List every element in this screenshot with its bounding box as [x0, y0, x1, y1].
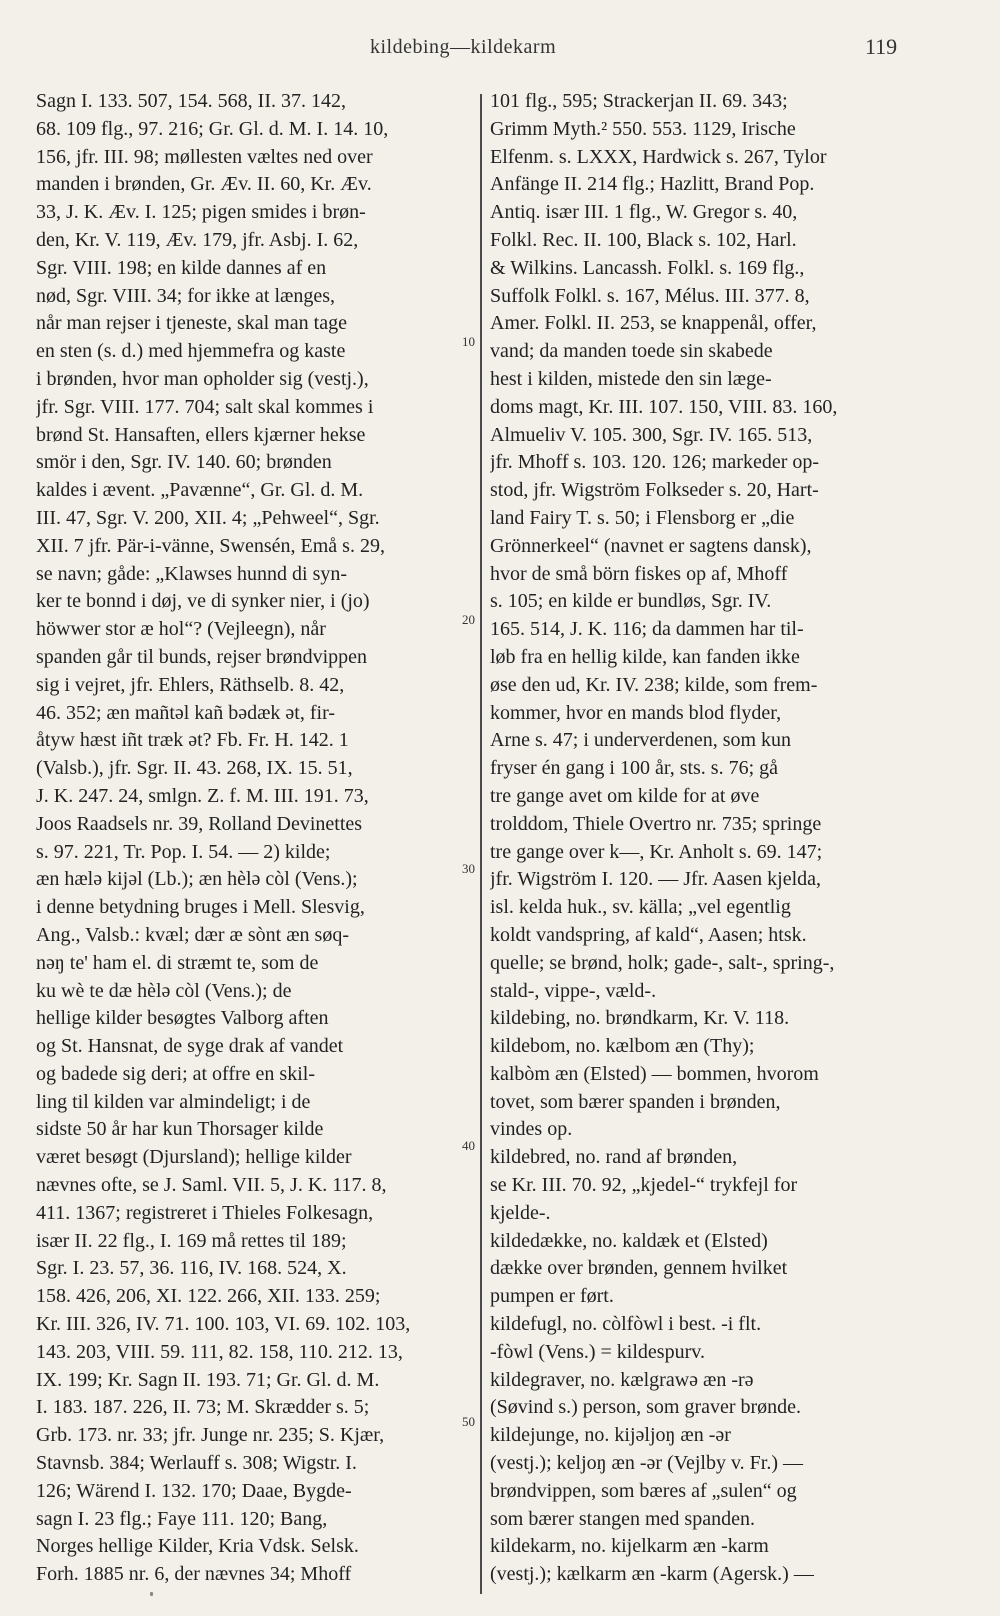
text-line: Sgr. I. 23. 57, 36. 116, IV. 168. 524, X.	[36, 1257, 347, 1280]
right-column	[490, 88, 920, 1589]
text-line: & Wilkins. Lancassh. Folkl. s. 169 flg.,	[490, 256, 805, 279]
text-line: Arne s. 47; i underverdenen, som kun	[490, 729, 792, 752]
text-line: kommer, hvor en mands blod flyder,	[490, 701, 782, 724]
text-line: kildejunge, no. kijəljoŋ æn -ər	[490, 1424, 731, 1447]
text-line: kildegraver, no. kælgrawə æn -rə	[490, 1368, 754, 1391]
page-header	[0, 30, 1000, 70]
text-line: Ang., Valsb.: kvæl; dær æ sònt æn søq-	[36, 923, 349, 946]
text-line: kaldes i ævent. „Pavænne“, Gr. Gl. d. M.	[36, 479, 364, 502]
ink-speck	[150, 1592, 153, 1596]
text-line: höwwer stor æ hol“? (Vejleegn), når	[36, 618, 326, 641]
text-line: land Fairy T. s. 50; i Flensborg er „die	[490, 506, 795, 529]
text-line: Sgr. VIII. 198; en kilde dannes af en	[36, 256, 327, 279]
text-line: åtyw hæst iñt træk ət? Fb. Fr. H. 142. 1	[36, 729, 349, 752]
left-column	[36, 88, 476, 1589]
text-line: ker te bonnd i døj, ve di synker nier, i (jo)	[36, 590, 370, 613]
text-line: som bærer stangen med spanden.	[490, 1507, 755, 1530]
text-line: 156, jfr. III. 98; møllesten væltes ned over	[36, 145, 373, 168]
text-line: 126; Wärend I. 132. 170; Daae, Bygde-	[36, 1479, 352, 1502]
line-number: 30	[462, 861, 475, 876]
text-line: og St. Hansnat, de syge drak af vandet	[36, 1035, 344, 1058]
text-line: se Kr. III. 70. 92, „kjedel-“ trykfejl for	[490, 1174, 798, 1197]
text-line: især II. 22 flg., I. 169 må rettes til 189;	[36, 1229, 347, 1252]
text-line: s. 105; en kilde er bundløs, Sgr. IV.	[490, 590, 772, 613]
text-line: løb fra en hellig kilde, kan fanden ikke	[490, 645, 800, 668]
text-line: I. 183. 187. 226, II. 73; M. Skrædder s. 5;	[36, 1396, 370, 1419]
text-line: quelle; se brønd, holk; gade-, salt-, spring-,	[490, 951, 835, 974]
text-line: jfr. Mhoff s. 103. 120. 126; markeder op-	[490, 451, 820, 474]
text-line: nævnes ofte, se J. Saml. VII. 5, J. K. 117. 8,	[36, 1174, 387, 1197]
line-number: 50	[462, 1414, 475, 1429]
text-line: Suffolk Folkl. s. 167, Mélus. III. 377. 8,	[490, 284, 810, 307]
text-line: 411. 1367; registreret i Thieles Folkesagn,	[36, 1201, 374, 1224]
text-line: hest i kilden, mistede den sin læge-	[490, 367, 772, 390]
text-line: se navn; gåde: „Klawses hunnd di syn-	[36, 562, 348, 585]
line-number: 40	[462, 1138, 475, 1153]
text-line: sidste 50 år har kun Thorsager kilde	[36, 1118, 324, 1141]
text-line: smör i den, Sgr. IV. 140. 60; brønden	[36, 451, 332, 474]
text-line: Folkl. Rec. II. 100, Black s. 102, Harl.	[490, 228, 797, 251]
text-line: en sten (s. d.) med hjemmefra og kaste	[36, 340, 346, 363]
text-line: sig i vejret, jfr. Ehlers, Räthselb. 8. 42,	[36, 673, 345, 696]
text-line: IX. 199; Kr. Sagn II. 193. 71; Gr. Gl. d. M.	[36, 1368, 380, 1391]
text-line: tovet, som bærer spanden i brønden,	[490, 1090, 781, 1113]
text-line: Grönnerkeel“ (navnet er sagtens dansk),	[490, 534, 812, 557]
text-line: kalbòm æn (Elsted) — bommen, hvorom	[490, 1062, 819, 1085]
text-line: kjelde-.	[490, 1201, 551, 1224]
text-line: Joos Raadsels nr. 39, Rolland Devinettes	[36, 812, 363, 835]
text-line: (vestj.); kælkarm æn -karm (Agersk.) —	[490, 1563, 814, 1586]
text-line: (Søvind s.) person, som graver brønde.	[490, 1396, 802, 1419]
text-line: XII. 7 jfr. Pär-i-vänne, Swensén, Emå s. 29,	[36, 534, 385, 557]
text-line: (Valsb.), jfr. Sgr. II. 43. 268, IX. 15. 51,	[36, 757, 353, 780]
page-number: 119	[865, 34, 898, 59]
text-line: stod, jfr. Wigström Folkseder s. 20, Hart-	[490, 479, 819, 502]
text-line: Amer. Folkl. II. 253, se knappenål, offer,	[490, 312, 817, 335]
text-line: -fòwl (Vens.) = kildespurv.	[490, 1340, 705, 1363]
text-line: 158. 426, 206, XI. 122. 266, XII. 133. 259;	[36, 1285, 381, 1308]
text-line: (vestj.); keljoŋ æn -ər (Vejlby v. Fr.) —	[490, 1452, 803, 1475]
text-line: dække over brønden, gennem hvilket	[490, 1257, 788, 1280]
text-line: ku wè te dæ hèlə còl (Vens.); de	[36, 979, 292, 1002]
text-line: øse den ud, Kr. IV. 238; kilde, som frem-	[490, 673, 818, 696]
text-line: Elfenm. s. LXXX, Hardwick s. 267, Tylor	[490, 145, 827, 168]
text-line: kildedække, no. kaldæk et (Elsted)	[490, 1229, 768, 1252]
text-line: Anfänge II. 214 flg.; Hazlitt, Brand Pop.	[490, 173, 815, 196]
text-line: Norges hellige Kilder, Kria Vdsk. Selsk.	[36, 1535, 359, 1558]
text-line: 101 flg., 595; Strackerjan II. 69. 343;	[490, 90, 788, 112]
text-line: nød, Sgr. VIII. 34; for ikke at længes,	[36, 284, 336, 307]
text-line: s. 97. 221, Tr. Pop. I. 54. — 2) kilde;	[36, 840, 331, 863]
text-line: Antiq. især III. 1 flg., W. Gregor s. 40,	[490, 201, 798, 224]
text-line: 143. 203, VIII. 59. 111, 82. 158, 110. 212. 13,	[36, 1340, 403, 1363]
text-line: koldt vandspring, af kald“, Aasen; htsk.	[490, 923, 807, 946]
text-line: når man rejser i tjeneste, skal man tage	[36, 312, 347, 335]
text-line: manden i brønden, Gr. Æv. II. 60, Kr. Æv.	[36, 173, 372, 196]
text-line: Grimm Myth.² 550. 553. 1129, Irische	[490, 117, 796, 140]
text-line: æn hælə kijəl (Lb.); æn hèlə còl (Vens.);	[36, 868, 358, 891]
text-line: brøndvippen, som bæres af „sulen“ og	[490, 1479, 797, 1502]
text-line: tre gange avet om kilde for at øve	[490, 784, 760, 807]
text-line: doms magt, Kr. III. 107. 150, VIII. 83. 160,	[490, 395, 838, 418]
text-line: jfr. Wigström I. 120. — Jfr. Aasen kjelda,	[490, 868, 822, 891]
text-line: Almueliv V. 105. 300, Sgr. IV. 165. 513,	[490, 423, 813, 446]
text-line: kildefugl, no. còlfòwl i best. -i flt.	[490, 1313, 762, 1336]
text-line: brønd St. Hansaften, ellers kjærner hekse	[36, 423, 366, 446]
text-line: Sagn I. 133. 507, 154. 568, II. 37. 142,	[36, 90, 346, 112]
running-head: kildebing—kildekarm	[370, 36, 557, 58]
text-line: Stavnsb. 384; Werlauff s. 308; Wigstr. I.	[36, 1452, 357, 1475]
line-number: 10	[462, 334, 475, 349]
text-line: stald-, vippe-, væld-.	[490, 979, 657, 1002]
text-line: III. 47, Sgr. V. 200, XII. 4; „Pehweel“, Sgr.	[36, 506, 380, 529]
text-line: nəŋ te' ham el. di stræmt te, som de	[36, 951, 319, 974]
text-line: sagn I. 23 flg.; Faye 111. 120; Bang,	[36, 1507, 328, 1530]
text-line: pumpen er ført.	[490, 1285, 614, 1308]
text-line: den, Kr. V. 119, Æv. 179, jfr. Asbj. I. 62,	[36, 228, 359, 251]
text-line: og badede sig deri; at offre en skil-	[36, 1062, 315, 1085]
text-line: 68. 109 flg., 97. 216; Gr. Gl. d. M. I. 14. 10,	[36, 117, 389, 140]
text-line: tre gange over k—, Kr. Anholt s. 69. 147;	[490, 840, 823, 863]
text-line: J. K. 247. 24, smlgn. Z. f. M. III. 191. 73,	[36, 784, 369, 807]
text-line: kildekarm, no. kijelkarm æn -karm	[490, 1535, 769, 1558]
text-line: hellige kilder besøgtes Valborg aften	[36, 1007, 329, 1030]
text-line: 46. 352; æn mañtəl kañ bədæk ət, fir-	[36, 701, 335, 724]
text-line: vand; da manden toede sin skabede	[490, 340, 773, 363]
text-line: spanden går til bunds, rejser brøndvippen	[36, 645, 368, 668]
text-line: hvor de små börn fiskes op af, Mhoff	[490, 562, 788, 585]
text-line: Kr. III. 326, IV. 71. 100. 103, VI. 69. 102. 103,	[36, 1313, 411, 1336]
text-line: været besøgt (Djursland); hellige kilder	[36, 1146, 352, 1169]
column-divider	[480, 94, 482, 1594]
line-number: 20	[462, 612, 475, 627]
text-line: kildebing, no. brøndkarm, Kr. V. 118.	[490, 1007, 790, 1030]
text-line: jfr. Sgr. VIII. 177. 704; salt skal kommes i	[36, 395, 374, 418]
text-line: fryser én gang i 100 år, sts. s. 76; gå	[490, 757, 779, 780]
text-line: 165. 514, J. K. 116; da dammen har til-	[490, 618, 804, 641]
text-line: i denne betydning bruges i Mell. Slesvig,	[36, 896, 365, 919]
text-line: kildebred, no. rand af brønden,	[490, 1146, 738, 1169]
text-line: trolddom, Thiele Overtro nr. 735; springe	[490, 812, 822, 835]
text-line: ling til kilden var almindeligt; i de	[36, 1090, 311, 1113]
text-line: isl. kelda huk., sv. källa; „vel egentlig	[490, 896, 791, 919]
text-line: vindes op.	[490, 1118, 573, 1141]
text-line: i brønden, hvor man opholder sig (vestj.),	[36, 367, 369, 390]
text-line: Forh. 1885 nr. 6, der nævnes 34; Mhoff	[36, 1563, 352, 1586]
text-line: kildebom, no. kælbom æn (Thy);	[490, 1035, 755, 1058]
text-line: 33, J. K. Æv. I. 125; pigen smides i brøn-	[36, 201, 366, 224]
text-line: Grb. 173. nr. 33; jfr. Junge nr. 235; S. Kjær,	[36, 1424, 385, 1447]
